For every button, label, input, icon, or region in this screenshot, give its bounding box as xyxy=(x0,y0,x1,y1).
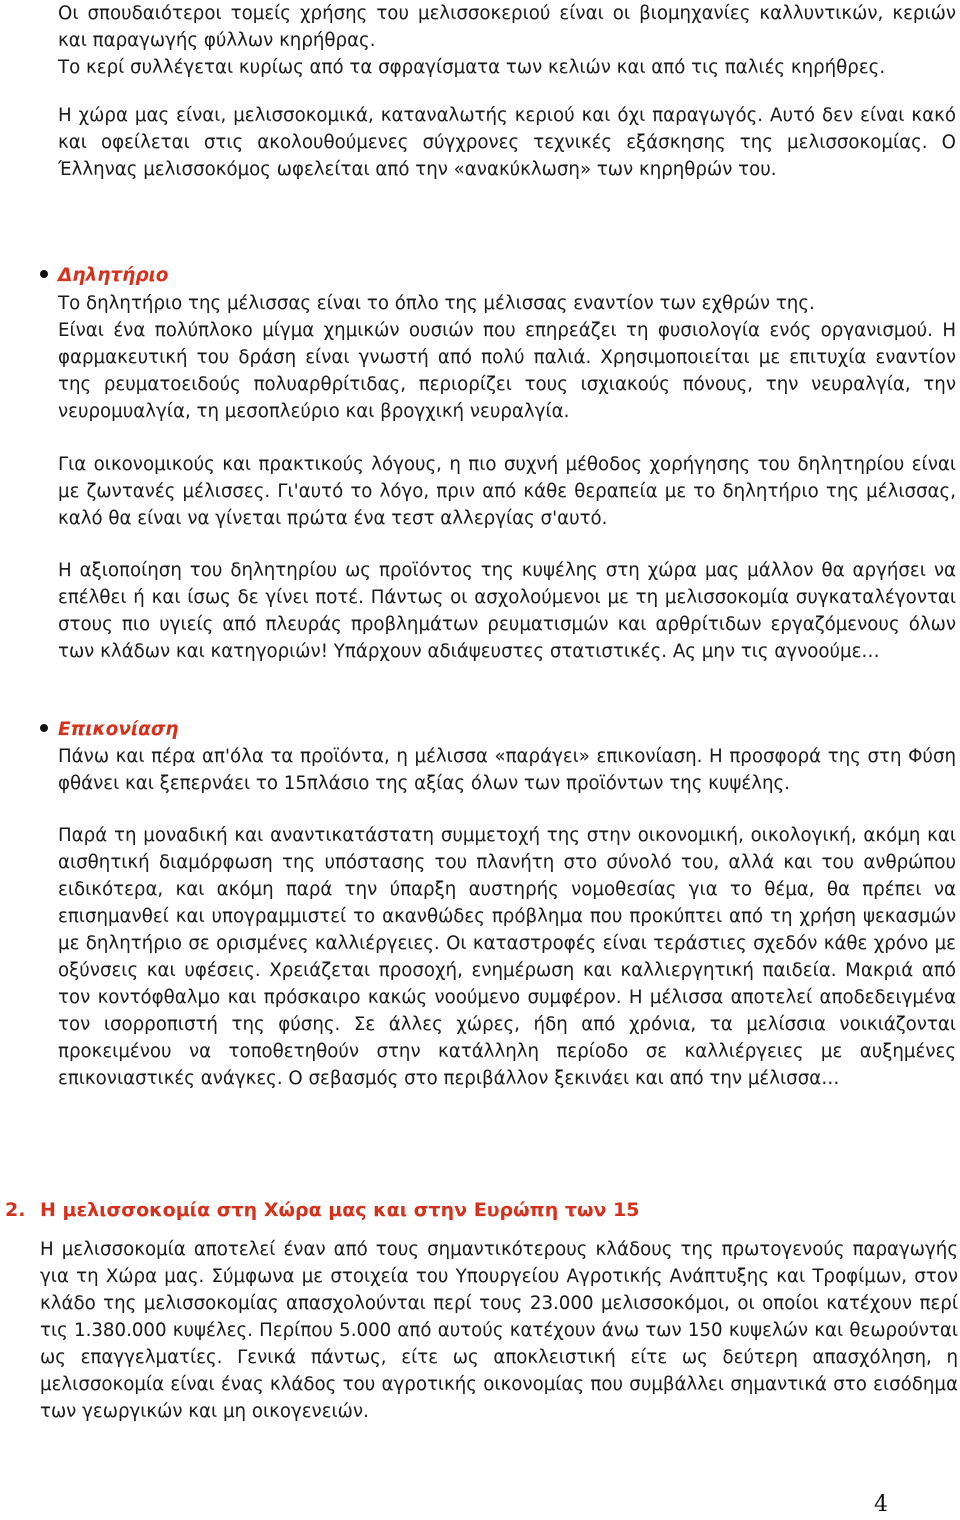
section-2-body: Η μελισσοκομία αποτελεί έναν από τους σημαντικότερους κλάδους της πρωτογενούς παραγωγής για τη Χώρα μας. Σύμφωνα με στοιχεία του Υπουργείου Αγροτικής Ανάπτυξης και Τροφίμων, στον κλάδο της μελισσοκομίας απασχολούνται περί τους 23.000 μελισσοκόμοι, οι οποίοι κατέχουν περί τις 1.380.000 κυψέλες. Περίπου 5.000 από αυτούς κατέχουν άνω των 150 κυψελών και θεωρούνται ως επαγγελματίες. Γενικά πάντως, είτε ως αποκλειστική είτε ως δεύτερη απασχόληση, η μελισσοκομία είναι ένας κλάδος του αγροτικής οικονομίας που συμβάλλει σημαντικά στο εισόδημα των γεωργικών και μη οικογενειών. xyxy=(40,1239,958,1422)
page-number: 4 xyxy=(874,1492,888,1517)
intro-paragraph-3: Η χώρα μας είναι, μελισσοκομικά, καταναλωτής κεριού και όχι παραγωγός. Αυτό δεν είναι κακό και οφείλεται στις ακολουθούμενες σύγχρονες τεχνικές εξάσκησης της μελισσοκομίας. Ο Έλληνας μελισσοκόμος ωφελείται από την «ανακύκλωση» των κηρηθρών του. xyxy=(58,105,956,180)
venom-paragraph-4: Η αξιοποίηση του δηλητηρίου ως προϊόντος της κυψέλης στη χώρα μας μάλλον θα αργήσει να επέλθει ή και ίσως δε γίνει ποτέ. Πάντως οι ασχολούμενοι με τη μελισσοκομία συγκαταλέγονται στους πιο υγιείς από πλευράς προβλημάτων ρευματισμών και αρθρίτιδων εργαζόμενους όλων των κλάδων και κατηγοριών! Υπάρχουν αδιάψευστες στατιστικές. Ας μην τις αγνοούμε… xyxy=(58,560,956,662)
communication-heading: Επικονίαση xyxy=(58,719,179,740)
section-2-number: 2. xyxy=(5,1199,26,1221)
section-2-title: Η μελισσοκομία στη Χώρα μας και στην Ευρώπη των 15 xyxy=(40,1199,640,1221)
venom-heading: Δηλητήριο xyxy=(58,265,169,286)
venom-paragraph-2: Είναι ένα πολύπλοκο μίγμα χημικών ουσιών που επηρεάζει τη φυσιολογία ενός οργανισμού. Η φαρμακευτική του δράση είναι γνωστή από πολύ παλιά. Χρησιμοποιείται με επιτυχία εναντίον της ρευματοειδούς πολυαρθρίτιδας, περιορίζει τους ισχιακούς πόνους, την νευραλγία, την νευρομυαλγία, τη μεσοπλεύριο και βρογχική νευραλγία. xyxy=(58,320,956,422)
venom-paragraph-1: Το δηλητήριο της μέλισσας είναι το όπλο της μέλισσας εναντίον των εχθρών της. xyxy=(58,293,815,314)
intro-paragraph-1: Οι σπουδαιότεροι τομείς χρήσης του μελισσοκεριού είναι οι βιομηχανίες καλλυντικών, κεριών και παραγωγής φύλλων κηρήθρας. xyxy=(58,3,956,51)
bullet-venom xyxy=(40,270,48,278)
venom-paragraph-3: Για οικονομικούς και πρακτικούς λόγους, η πιο συχνή μέθοδος χορήγησης του δηλητηρίου είναι με ζωντανές μέλισσες. Γι'αυτό το λόγο, πριν από κάθε θεραπεία με το δηλητήριο της μέλισσας, καλό θα είναι να γίνεται πρώτα ένα τεστ αλλεργίας σ'αυτό. xyxy=(58,454,956,529)
communication-paragraph-2: Παρά τη μοναδική και αναντικατάστατη συμμετοχή της στην οικονομική, οικολογική, ακόμη και αισθητική διαμόρφωση της υπόστασης του πλανήτη στο σύνολό του, αλλά και του ανθρώπου ειδικότερα, και ακόμη παρά την ύπαρξη αυστηρής νομοθεσίας για το θέμα, θα πρέπει να επισημανθεί και υπογραμμιστεί το ακανθώδες πρόβλημα που προκύπτει από τη χρήση ψεκασμών με δηλητήριο σε ορισμένες καλλιέργειες. Οι καταστροφές είναι τεράστιες σχεδόν κάθε χρόνο με οξύνσεις και υφέσεις. Χρειάζεται προσοχή, ενημέρωση και καλλιεργητική παιδεία. Μακριά από τον κοντόφθαλμο και πρόσκαιρο κακώς νοούμενο συμφέρον. Η μέλισσα αποτελεί αποδεδειγμένα τον ισορροπιστή της φύσης. Σε άλλες χώρες, ήδη από χρόνια, τα μελίσσια νοικιάζονται προκειμένου να τοποθετηθούν στην κατάλληλη περίοδο σε καλλιέργειες με αυξημένες επικονιαστικές ανάγκες. Ο σεβασμός στο περιβάλλον ξεκινάει και από την μέλισσα… xyxy=(58,825,956,1089)
intro-paragraph-2: Το κερί συλλέγεται κυρίως από τα σφραγίσματα των κελιών και από τις παλιές κηρήθρες. xyxy=(58,57,886,78)
bullet-communication xyxy=(40,724,48,732)
communication-paragraph-1: Πάνω και πέρα απ'όλα τα προϊόντα, η μέλισσα «παράγει» επικονίαση. Η προσφορά της στη Φύση φθάνει και ξεπερνάει το 15πλάσιο της αξίας όλων των προϊόντων της κυψέλης. xyxy=(58,746,956,794)
